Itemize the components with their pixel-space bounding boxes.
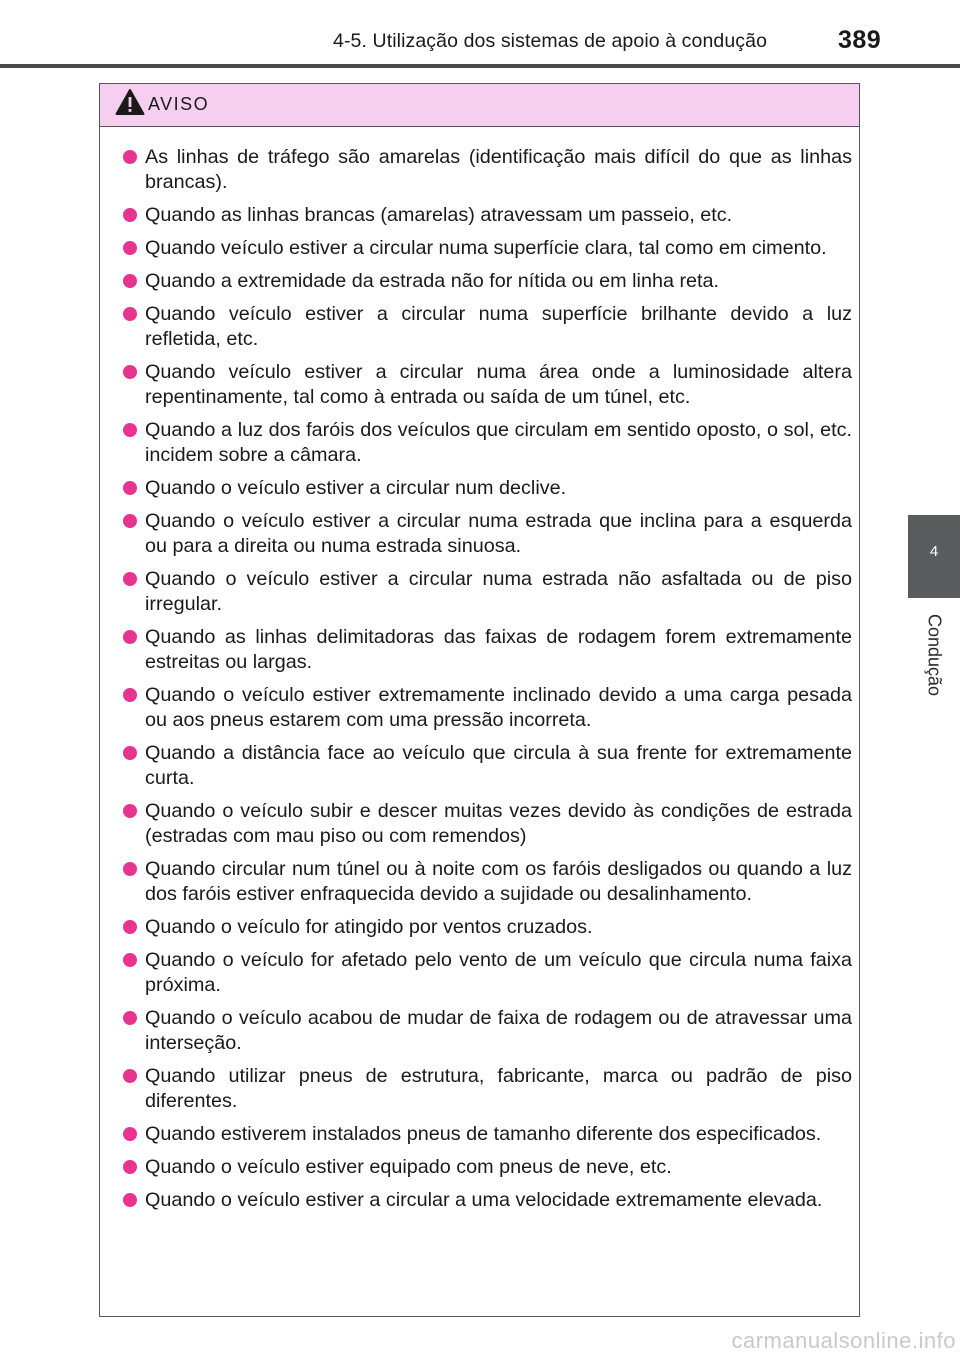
section-title: 4-5. Utilização dos sistemas de apoio à condução: [333, 30, 768, 52]
warning-item: [116, 1188, 852, 1213]
warning-item: [116, 1122, 852, 1147]
warning-item-text: Quando estiverem instalados pneus de tamanho diferente dos especificados.: [145, 1123, 822, 1145]
watermark: carmanualsonline.info: [731, 1328, 956, 1353]
warning-item-text: Quando utilizar pneus de estrutura, fabricante, marca ou padrão de piso diferentes.: [145, 1065, 852, 1112]
chapter-tab: [908, 515, 960, 598]
warning-item-text: Quando o veículo subir e descer muitas vezes devido às condições de estrada (estradas com mau piso ou com remendos): [145, 800, 852, 847]
warning-item-text: Quando o veículo for afetado pelo vento de um veículo que circula numa faixa próxima.: [145, 949, 852, 996]
bullet-icon: [123, 1193, 137, 1207]
bullet-icon: [123, 274, 137, 288]
warning-item-text: Quando as linhas delimitadoras das faixas de rodagem forem extremamente estreitas ou largas.: [145, 626, 852, 673]
warning-item-text: Quando a luz dos faróis dos veículos que circulam em sentido oposto, o sol, etc. incidem sobre a câmara.: [145, 419, 852, 466]
warning-item: [116, 476, 852, 501]
bullet-icon: [123, 208, 137, 222]
chapter-label: Condução: [924, 613, 945, 697]
bullet-icon: [123, 423, 137, 437]
warning-item: [116, 948, 852, 998]
warning-item-text: Quando o veículo for atingido por ventos cruzados.: [145, 916, 593, 938]
warning-item-text: Quando o veículo acabou de mudar de faixa de rodagem ou de atravessar uma interseção.: [145, 1007, 852, 1054]
bullet-icon: [123, 1069, 137, 1083]
warning-item-text: Quando veículo estiver a circular numa superfície clara, tal como em cimento.: [145, 237, 827, 259]
warning-item-text: Quando a extremidade da estrada não for nítida ou em linha reta.: [145, 270, 720, 292]
bullet-icon: [123, 307, 137, 321]
warning-item-text: Quando o veículo estiver a circular a uma velocidade extremamente elevada.: [145, 1189, 823, 1211]
bullet-icon: [123, 572, 137, 586]
bullet-icon: [123, 804, 137, 818]
bullet-icon: [123, 953, 137, 967]
warning-item: [116, 683, 852, 733]
warning-header: [100, 84, 859, 127]
bullet-icon: [123, 688, 137, 702]
bullet-icon: [123, 920, 137, 934]
warning-item: [116, 857, 852, 907]
warning-item: [116, 1064, 852, 1114]
bullet-icon: [123, 365, 137, 379]
warning-item-text: As linhas de tráfego são amarelas (identificação mais difícil do que as linhas brancas).: [145, 146, 852, 193]
warning-item-text: Quando veículo estiver a circular numa área onde a luminosidade altera repentinamente, tal como à entrada ou saída de um túnel, etc.: [145, 361, 852, 408]
page-number: 389: [838, 26, 882, 54]
bullet-icon: [123, 1160, 137, 1174]
warning-item: [116, 1155, 852, 1180]
header-divider: [0, 64, 960, 68]
bullet-icon: [123, 630, 137, 644]
warning-item: [116, 145, 852, 195]
bullet-icon: [123, 241, 137, 255]
warning-item-text: Quando o veículo estiver a circular numa estrada que inclina para a esquerda ou para a direita ou numa estrada sinuosa.: [145, 510, 852, 557]
warning-item-text: Quando a distância face ao veículo que circula à sua frente for extremamente curta.: [145, 742, 852, 789]
warning-title: AVISO: [148, 94, 210, 114]
warning-item: [116, 1006, 852, 1056]
warning-item: [116, 302, 852, 352]
warning-item: [116, 915, 852, 940]
warning-item: [116, 203, 852, 228]
bullet-icon: [123, 1127, 137, 1141]
warning-item-text: Quando o veículo estiver a circular numa estrada não asfaltada ou de piso irregular.: [145, 568, 852, 615]
warning-item-text: Quando circular num túnel ou à noite com os faróis desligados ou quando a luz dos faróis estiver enfraquecida devido a sujidade ou desalinhamento.: [145, 858, 852, 905]
warning-triangle-icon: [115, 88, 145, 116]
warning-box: [99, 83, 860, 1317]
warning-list: [100, 127, 859, 1213]
warning-item: [116, 418, 852, 468]
warning-item: [116, 741, 852, 791]
warning-item: [116, 236, 852, 261]
bullet-icon: [123, 514, 137, 528]
bullet-icon: [123, 1011, 137, 1025]
warning-item: [116, 625, 852, 675]
warning-item: [116, 567, 852, 617]
bullet-icon: [123, 150, 137, 164]
warning-item-text: Quando as linhas brancas (amarelas) atravessam um passeio, etc.: [145, 204, 733, 226]
bullet-icon: [123, 746, 137, 760]
bullet-icon: [123, 862, 137, 876]
chapter-number: 4: [929, 543, 939, 560]
warning-item: [116, 360, 852, 410]
warning-item: [116, 269, 852, 294]
warning-item-text: Quando veículo estiver a circular numa superfície brilhante devido a luz refletida, etc.: [145, 303, 852, 350]
warning-item: [116, 509, 852, 559]
warning-item-text: Quando o veículo estiver extremamente inclinado devido a uma carga pesada ou aos pneus estarem com uma pressão incorreta.: [145, 684, 852, 731]
bullet-icon: [123, 481, 137, 495]
warning-item: [116, 799, 852, 849]
warning-item-text: Quando o veículo estiver a circular num declive.: [145, 477, 567, 499]
warning-item-text: Quando o veículo estiver equipado com pneus de neve, etc.: [145, 1156, 672, 1178]
